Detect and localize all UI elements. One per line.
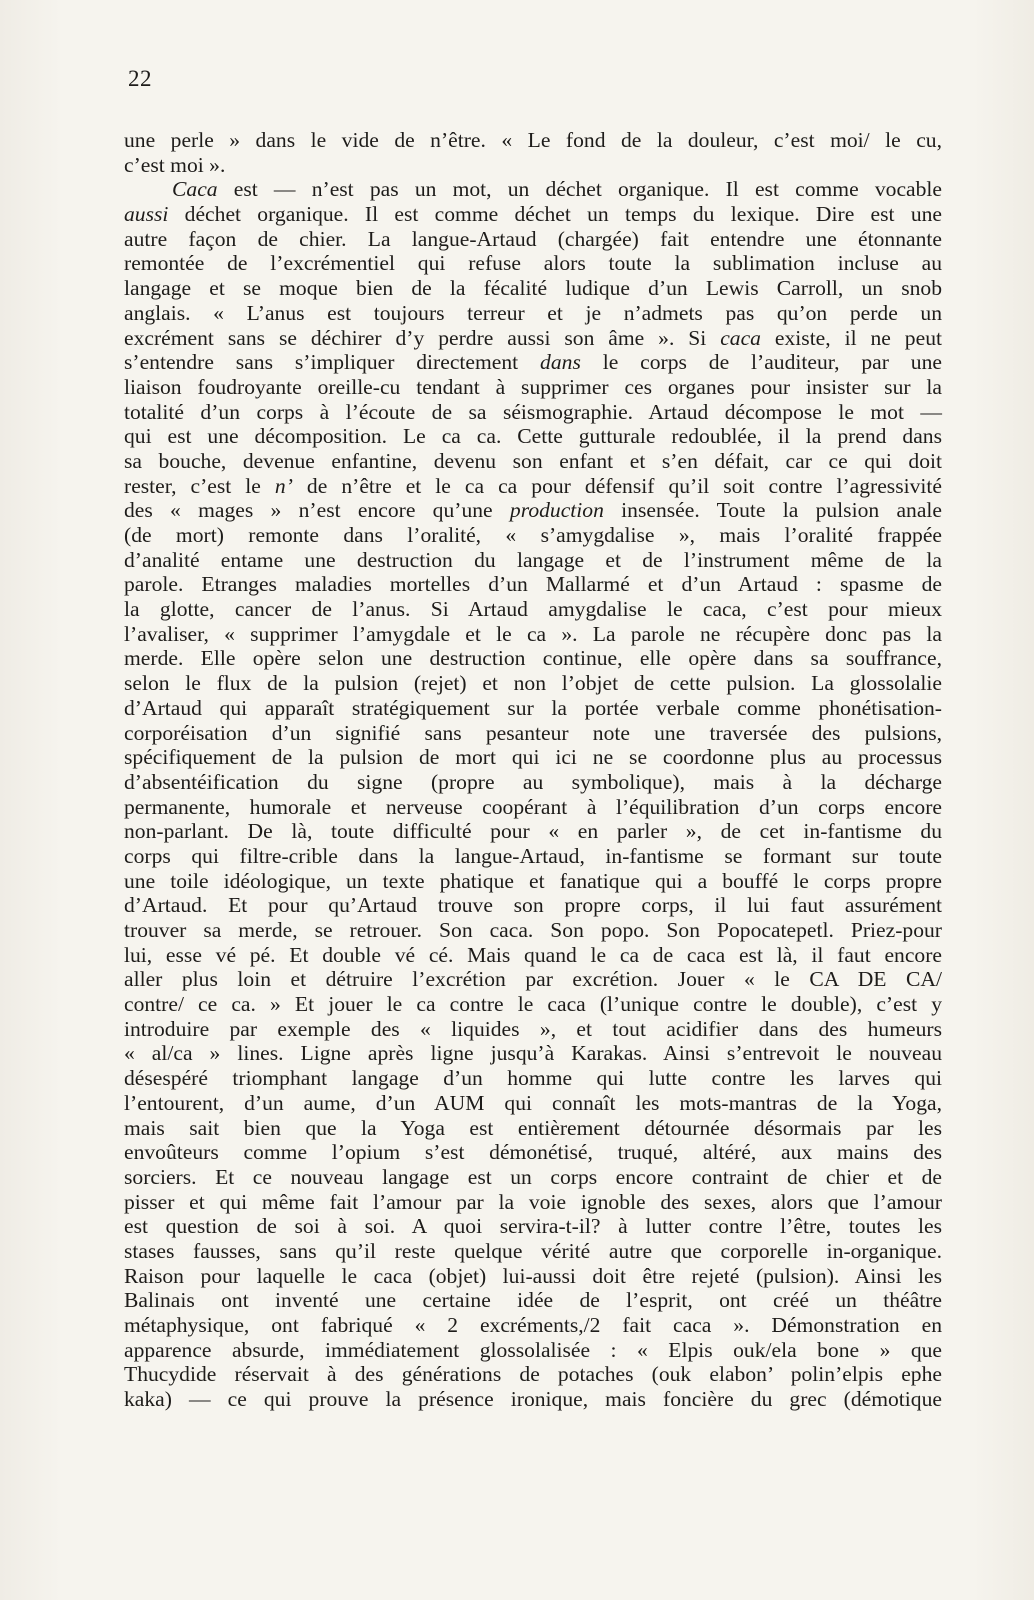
- text-line: apparence absurde, immédiatement glossolalisée : « Elpis ouk/ela bone » que: [124, 1337, 942, 1362]
- text-line: totalité d’un corps à l’écoute de sa séismographie. Artaud décompose le mot —: [124, 399, 942, 424]
- text-line: corporéisation d’un signifié sans pesanteur note une traversée des pulsions,: [124, 720, 942, 745]
- text-line: la glotte, cancer de l’anus. Si Artaud amygdalise le caca, c’est pour mieux: [124, 597, 942, 622]
- text-line: Caca est — n’est pas un mot, un déchet organique. Il est comme vocable: [172, 177, 942, 202]
- text-line: excrément sans se déchirer d’y perdre aussi son âme ». Si caca existe, il ne peut: [124, 325, 942, 350]
- text-line: une perle » dans le vide de n’être. « Le fond de la douleur, c’est moi/ le cu,: [124, 128, 942, 152]
- text-line: autre façon de chier. La langue-Artaud (chargée) fait entendre une étonnante: [124, 226, 942, 251]
- text-line: c’est moi ».: [124, 152, 226, 177]
- text-line: Raison pour laquelle le caca (objet) lui-aussi doit être rejeté (pulsion). Ainsi les: [124, 1263, 942, 1288]
- text-line: qui est une décomposition. Le ca ca. Cette gutturale redoublée, il la prend dans: [124, 424, 942, 449]
- text-line: remontée de l’excrémentiel qui refuse alors toute la sublimation incluse au: [124, 251, 942, 276]
- page-number: 22: [128, 66, 152, 91]
- text-line: aller plus loin et détruire l’excrétion par excrétion. Jouer « le CA DE CA/: [124, 967, 942, 992]
- text-line: aussi déchet organique. Il est comme déchet un temps du lexique. Dire est une: [124, 202, 942, 227]
- text-line: pisser et qui même fait l’amour par la voie ignoble des sexes, alors que l’amour: [124, 1189, 942, 1214]
- text-line: s’entendre sans s’impliquer directement dans le corps de l’auditeur, par une: [124, 350, 942, 375]
- text-line: selon le flux de la pulsion (rejet) et non l’objet de cette pulsion. La glossolalie: [124, 671, 942, 696]
- text-line: désespéré triomphant langage d’un homme qui lutte contre les larves qui: [124, 1066, 942, 1091]
- text-line: « al/ca » lines. Ligne après ligne jusqu’à Karakas. Ainsi s’entrevoit le nouveau: [124, 1041, 942, 1066]
- text-line: une toile idéologique, un texte phatique et fanatique qui a bouffé le corps propre: [124, 868, 942, 893]
- text-line: merde. Elle opère selon une destruction continue, elle opère dans sa souffrance,: [124, 646, 942, 671]
- text-line: trouver sa merde, se retrouer. Son caca. Son popo. Son Popocatepetl. Priez-pour: [124, 918, 942, 942]
- text-line: langage et se moque bien de la fécalité ludique d’un Lewis Carroll, un snob: [124, 276, 942, 301]
- text-line: introduire par exemple des « liquides », et tout acidifier dans des humeurs: [124, 1016, 942, 1041]
- text-line: corps qui filtre-crible dans la langue-Artaud, in-fantisme se formant sur toute: [124, 843, 942, 868]
- text-line: d’analité entame une destruction du langage et de l’instrument même de la: [124, 547, 942, 572]
- text-line: lui, esse vé pé. Et double vé cé. Mais quand le ca de caca est là, il faut encore: [124, 942, 942, 967]
- text-line: mais sait bien que la Yoga est entièrement détournée désormais par les: [124, 1115, 942, 1140]
- text-line: contre/ ce ca. » Et jouer le ca contre le caca (l’unique contre le double), c’est y: [124, 992, 942, 1017]
- text-line: anglais. « L’anus est toujours terreur et je n’admets pas qu’on perde un: [124, 300, 942, 325]
- text-line: stases fausses, sans qu’il reste quelque vérité autre que corporelle in-organique.: [124, 1238, 942, 1263]
- text-line: Thucydide réservait à des générations de potaches (ouk elabon’ polin’elpis ephe: [124, 1362, 942, 1387]
- text-line: Balinais ont inventé une certaine idée de l’esprit, ont créé un théâtre: [124, 1288, 942, 1313]
- text-line: sa bouche, devenue enfantine, devenu son enfant et s’en défait, car ce qui doit: [124, 448, 942, 473]
- text-line: l’avaliser, « supprimer l’amygdale et le ca ». La parole ne récupère donc pas la: [124, 621, 942, 646]
- text-line: liaison foudroyante oreille-cu tendant à supprimer ces organes pour insister sur la: [124, 374, 942, 399]
- text-line: métaphysique, ont fabriqué « 2 excréments,/2 fait caca ». Démonstration en: [124, 1313, 942, 1337]
- text-line: d’absentéification du signe (propre au symbolique), mais à la décharge: [124, 769, 942, 794]
- text-line: parole. Etranges maladies mortelles d’un Mallarmé et d’un Artaud : spasme de: [124, 572, 942, 597]
- text-line: non-parlant. De là, toute difficulté pour « en parler », de cet in-fantisme du: [124, 819, 942, 844]
- text-line: est question de soi à soi. A quoi servira-t-il? à lutter contre l’être, toutes les: [124, 1214, 942, 1239]
- text-line: permanente, humorale et nerveuse coopérant à l’équilibration d’un corps encore: [124, 794, 942, 819]
- text-line: (de mort) remonte dans l’oralité, « s’amygdalise », mais l’oralité frappée: [124, 523, 942, 547]
- text-line: d’Artaud qui apparaît stratégiquement sur la portée verbale comme phonétisation-: [124, 695, 942, 720]
- text-line: envoûteurs comme l’opium s’est démonétisé, truqué, altéré, aux mains des: [124, 1140, 942, 1165]
- text-line: d’Artaud. Et pour qu’Artaud trouve son propre corps, il lui faut assurément: [124, 893, 942, 918]
- text-line: l’entourent, d’un aume, d’un AUM qui connaît les mots-mantras de la Yoga,: [124, 1090, 942, 1115]
- text-line: des « mages » n’est encore qu’une production insensée. Toute la pulsion anale: [124, 498, 942, 523]
- text-line: rester, c’est le n’ de n’être et le ca ca pour défensif qu’il soit contre l’agressivité: [124, 473, 942, 498]
- text-line: kaka) — ce qui prouve la présence ironique, mais foncière du grec (démotique: [124, 1387, 942, 1412]
- body-text: [124, 128, 942, 1412]
- text-line: spécifiquement de la pulsion de mort qui ici ne se coordonne plus au processus: [124, 745, 942, 770]
- text-line: sorciers. Et ce nouveau langage est un corps encore contraint de chier et de: [124, 1164, 942, 1189]
